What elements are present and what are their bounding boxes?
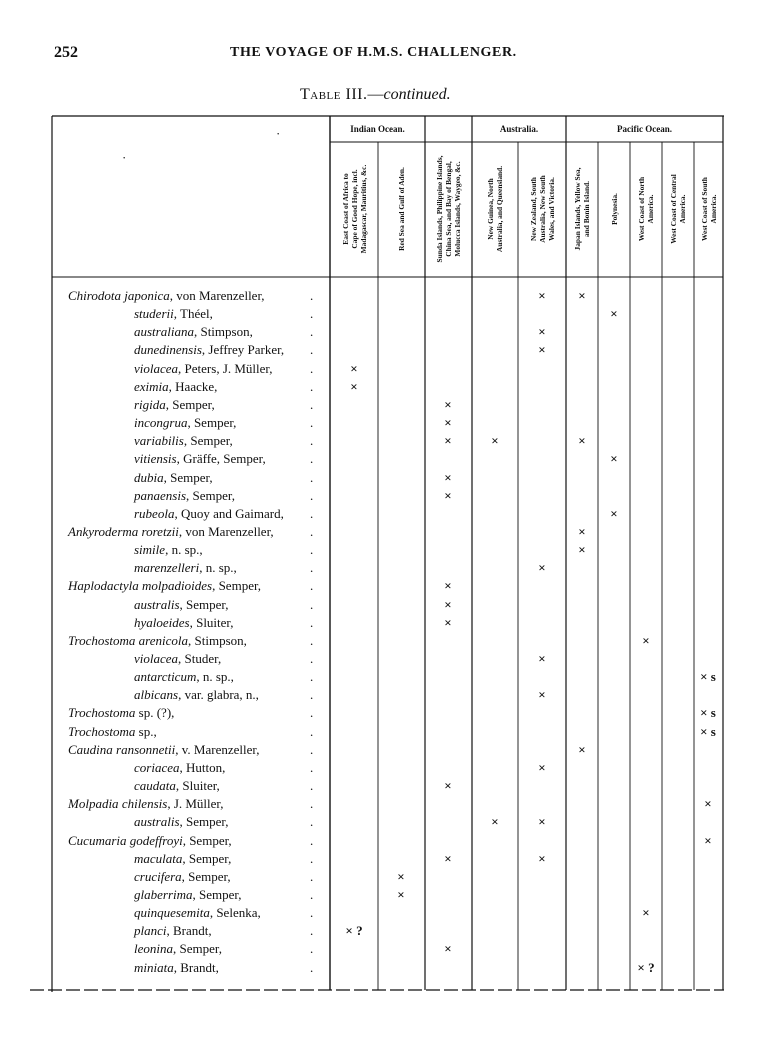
leader-dot: .	[310, 578, 314, 594]
species-name	[134, 886, 241, 904]
species-name	[134, 396, 215, 414]
species: vitiensis	[134, 451, 177, 467]
column-header-c5	[529, 146, 556, 272]
group-pacific-ocean: Pacific Ocean.	[617, 124, 672, 134]
genus: Caudina	[68, 741, 113, 757]
occurrence-mark-c5: ×	[538, 651, 546, 666]
occurrence-mark-c7: ×	[610, 306, 618, 322]
leader-dot: .	[310, 868, 314, 884]
authority: , Hutton,	[179, 759, 226, 775]
species-name	[68, 632, 247, 650]
column-header-line: West Coast of North	[637, 176, 646, 242]
species: marenzelleri	[134, 560, 200, 576]
authority: , Stimpson,	[188, 632, 247, 648]
species: studerii	[134, 306, 174, 322]
column-header-line: East Coast of Africa to	[340, 173, 350, 245]
occurrence-mark-c6: ×	[578, 741, 586, 757]
decorative-dot: ·	[122, 150, 127, 165]
authority: sp. (?),	[135, 705, 175, 721]
column-header-line: West Coast of Central	[669, 174, 678, 244]
occurrence-mark-c6: ×	[578, 542, 586, 558]
species: roretzii	[141, 523, 179, 539]
authority: , Semper,	[163, 469, 213, 485]
leader-dot: .	[310, 669, 314, 685]
species: antarcticum	[134, 669, 197, 685]
species-name	[134, 850, 231, 868]
genus: Ankyroderma	[68, 523, 139, 539]
species: coriacea	[134, 759, 180, 775]
table-row	[56, 650, 316, 668]
column-header-line: Polynesia.	[609, 193, 619, 225]
authority: , Brandt,	[166, 923, 212, 939]
table-row	[56, 523, 316, 541]
table-row	[56, 886, 316, 904]
species-name	[134, 559, 237, 577]
column-header-c4	[486, 146, 504, 272]
group-australia: Australia.	[499, 124, 539, 134]
authority: , Semper,	[181, 868, 231, 884]
species: quinquesemita	[134, 905, 210, 921]
group-indian-ocean: Indian Ocean.	[350, 124, 405, 134]
occurrence-mark-c6: ×	[578, 523, 586, 539]
occurrence-mark-c10: ×	[704, 832, 712, 848]
table-row	[56, 759, 316, 777]
occurrence-mark-c3: ×	[444, 850, 452, 866]
occurrence-mark-c3: ×	[444, 469, 452, 485]
table-row	[56, 632, 316, 650]
column-header-line: America.	[708, 194, 718, 224]
leader-dot: .	[310, 850, 314, 866]
species-name	[134, 668, 234, 686]
species: rubeola	[134, 505, 175, 521]
species: variabilis	[134, 433, 184, 449]
authority: , n. sp.,	[199, 560, 237, 576]
authority: sp.,	[135, 723, 157, 739]
occurrence-mark-c2: ×	[397, 886, 405, 902]
species: leonina	[134, 941, 173, 957]
occurrence-mark-c3: ×	[444, 778, 452, 794]
leader-dot: .	[310, 905, 314, 921]
table-row	[56, 922, 316, 940]
species: japonica	[124, 288, 170, 303]
occurrence-mark-c6: ×	[578, 288, 586, 303]
occurrence-mark-c5: ×	[538, 288, 546, 303]
occurrence-mark-c1: × ?	[345, 923, 363, 939]
species-name	[134, 777, 220, 795]
leader-dot: .	[310, 324, 314, 340]
species: simile	[134, 542, 166, 558]
column-header-line: Molucca Islands, Waygeo, &c.	[453, 161, 462, 257]
table-row	[56, 505, 316, 523]
species: dunedinensis	[134, 342, 202, 358]
table-row	[56, 432, 316, 450]
species-name	[134, 450, 266, 468]
authority: , Sluiter,	[189, 614, 234, 630]
leader-dot: .	[310, 378, 314, 394]
occurrence-mark-c5: ×	[538, 687, 546, 703]
occurrence-mark-c5: ×	[538, 324, 546, 340]
species: hyaloeides	[134, 614, 190, 630]
column-header-line: New Zealand, South	[528, 177, 538, 241]
species-name	[68, 795, 223, 813]
species: glaberrima	[134, 886, 193, 902]
species-name	[68, 287, 265, 305]
table-row	[56, 596, 316, 614]
table-row	[56, 668, 316, 686]
leader-dot: .	[310, 632, 314, 648]
column-header-c7	[610, 146, 619, 272]
occurrence-mark-c4: ×	[491, 433, 499, 449]
authority: , n. sp.,	[196, 669, 234, 685]
species: incongrua	[134, 415, 188, 431]
column-header-line: Australia, and Queensland.	[495, 165, 504, 253]
species: planci	[134, 923, 167, 939]
table-row	[56, 396, 316, 414]
column-header-line: West Coast of South	[699, 177, 709, 241]
leader-dot: .	[310, 560, 314, 576]
leader-dot: .	[310, 360, 314, 376]
leader-dot: .	[310, 433, 314, 449]
table-row	[56, 813, 316, 831]
authority: , Semper,	[182, 832, 232, 848]
authority: , Semper,	[187, 415, 237, 431]
leader-dot: .	[310, 523, 314, 539]
column-header-line: Japan Islands, Yellow Sea,	[573, 167, 582, 251]
genus: Trochostoma	[68, 705, 136, 721]
table-row	[56, 614, 316, 632]
leader-dot: .	[310, 923, 314, 939]
occurrence-mark-c2: ×	[397, 868, 405, 884]
table-row	[56, 850, 316, 868]
occurrence-mark-c3: ×	[444, 396, 452, 412]
occurrence-mark-c8: ×	[642, 632, 650, 648]
leader-dot: .	[310, 814, 314, 830]
authority: , v. Marenzeller,	[175, 741, 260, 757]
authority: , n. sp.,	[165, 542, 203, 558]
authority: , Semper,	[179, 814, 229, 830]
occurrence-mark-c7: ×	[610, 505, 618, 521]
occurrence-mark-c3: ×	[444, 941, 452, 957]
table-row	[56, 469, 316, 487]
species-name	[134, 922, 212, 940]
table-row	[56, 868, 316, 886]
species-name	[134, 940, 222, 958]
species-name	[134, 904, 261, 922]
authority: , Studer,	[178, 651, 222, 666]
authority: , Semper,	[192, 886, 242, 902]
occurrence-mark-c6: ×	[578, 433, 586, 449]
species-name	[134, 686, 259, 704]
leader-dot: .	[310, 505, 314, 521]
leader-dot: .	[310, 396, 314, 412]
species-name	[134, 868, 231, 886]
leader-dot: .	[310, 687, 314, 703]
species: caudata	[134, 778, 176, 794]
species: australis	[134, 814, 180, 830]
leader-dot: .	[310, 723, 314, 739]
leader-dot: .	[310, 342, 314, 358]
species: violacea	[134, 360, 179, 376]
occurrence-mark-c3: ×	[444, 614, 452, 630]
species: australis	[134, 596, 180, 612]
leader-dot: .	[310, 542, 314, 558]
table-row	[56, 487, 316, 505]
leader-dot: .	[310, 759, 314, 775]
occurrence-mark-c10: × s	[700, 705, 716, 721]
table-row	[56, 414, 316, 432]
species-name	[134, 759, 225, 777]
table-row	[56, 323, 316, 341]
leader-dot: .	[310, 741, 314, 757]
species-name	[134, 487, 235, 505]
species-name	[134, 414, 236, 432]
leader-dot: .	[310, 959, 314, 975]
species-name	[134, 305, 213, 323]
authority: , Semper,	[182, 850, 232, 866]
species-name	[134, 505, 284, 523]
column-header-line: Australia, New South	[537, 175, 547, 243]
species-name	[134, 360, 273, 378]
authority: , Semper,	[179, 596, 229, 612]
leader-dot: .	[310, 487, 314, 503]
leader-dot: .	[310, 886, 314, 902]
species-name	[68, 832, 232, 850]
authority: , Jeffrey Parker,	[201, 342, 285, 358]
species-name	[134, 813, 228, 831]
occurrence-mark-c4: ×	[491, 814, 499, 830]
occurrence-mark-c5: ×	[538, 759, 546, 775]
table-row	[56, 577, 316, 595]
species: rigida	[134, 396, 166, 412]
occurrence-mark-c1: ×	[350, 360, 358, 376]
occurrence-mark-c5: ×	[538, 850, 546, 866]
leader-dot: .	[310, 778, 314, 794]
authority: , Théel,	[173, 306, 213, 322]
species-name	[134, 341, 284, 359]
table-row	[56, 287, 316, 305]
table-row	[56, 305, 316, 323]
authority: , Selenka,	[209, 905, 261, 921]
genus: Haplodactyla	[68, 578, 139, 594]
table-row	[56, 686, 316, 704]
species: arenicola	[138, 632, 189, 648]
species: eximia	[134, 378, 169, 394]
table-row	[56, 904, 316, 922]
species-name	[68, 704, 174, 722]
table-row	[56, 704, 316, 722]
species: miniata	[134, 959, 174, 975]
species: violacea	[134, 651, 179, 666]
column-header-c9	[669, 146, 687, 272]
running-title: THE VOYAGE OF H.M.S. CHALLENGER.	[230, 45, 517, 60]
species-name	[134, 323, 253, 341]
table-row	[56, 795, 316, 813]
occurrence-mark-c10: × s	[700, 723, 716, 739]
occurrence-mark-c7: ×	[610, 451, 618, 467]
species: albicans	[134, 687, 179, 703]
table-row	[56, 832, 316, 850]
genus: Trochostoma	[68, 723, 136, 739]
genus: Chirodota	[68, 288, 121, 303]
column-header-line: America.	[678, 194, 687, 224]
column-header-line: and Bonin Island.	[582, 180, 591, 238]
column-header-c6	[573, 146, 591, 272]
species-name	[68, 723, 157, 741]
occurrence-mark-c1: ×	[350, 378, 358, 394]
column-header-c8	[637, 146, 655, 272]
species-name	[134, 432, 233, 450]
species: godeffroyi	[129, 832, 183, 848]
authority: , Brandt,	[173, 959, 219, 975]
authority: , Semper,	[183, 433, 233, 449]
occurrence-mark-c3: ×	[444, 487, 452, 503]
authority: , var. glabra, n.,	[178, 687, 259, 703]
column-header-line: Sunda Islands, Philippine Islands,	[435, 155, 444, 263]
species-name	[134, 541, 203, 559]
occurrence-mark-c10: ×	[704, 796, 712, 812]
species-name	[134, 469, 213, 487]
authority: , Semper,	[173, 941, 222, 957]
column-header-c3	[435, 146, 462, 272]
species-name	[134, 650, 221, 668]
genus: Trochostoma	[68, 632, 136, 648]
species-name	[134, 378, 217, 396]
leader-dot: .	[310, 796, 314, 812]
page-number: 252	[54, 44, 78, 61]
species: australiana	[134, 324, 194, 340]
occurrence-mark-c3: ×	[444, 596, 452, 612]
column-header-line: Cape of Good Hope, incl.	[349, 169, 359, 249]
column-header-c1	[341, 146, 368, 272]
table-row	[56, 741, 316, 759]
column-header-line: New Guinea, North	[486, 178, 495, 240]
authority: , Gräffe, Semper,	[176, 451, 266, 467]
occurrence-mark-c3: ×	[444, 578, 452, 594]
occurrence-mark-c3: ×	[444, 415, 452, 431]
authority: , J. Müller,	[167, 796, 224, 812]
species-name	[68, 523, 274, 541]
leader-dot: .	[310, 941, 314, 957]
species: panaensis	[134, 487, 186, 503]
leader-dot: .	[310, 705, 314, 721]
species: chilensis	[121, 796, 168, 812]
species-name	[134, 959, 219, 977]
occurrence-mark-c5: ×	[538, 560, 546, 576]
species: ransonnetii	[116, 741, 176, 757]
leader-dot: .	[310, 651, 314, 666]
column-header-line: America.	[646, 194, 655, 224]
column-header-line: Madagascar, Mauritius, &c.	[358, 164, 368, 254]
table-row	[56, 378, 316, 396]
table-row	[56, 940, 316, 958]
column-header-line: China Sea, and Bay of Bengal,	[444, 161, 453, 257]
leader-dot: .	[310, 596, 314, 612]
column-header-c10	[700, 146, 718, 272]
leader-dot: .	[310, 614, 314, 630]
authority: , von Marenzeller,	[169, 288, 265, 303]
table-row	[56, 341, 316, 359]
leader-dot: .	[310, 451, 314, 467]
column-header-line: Red Sea and Gulf of Aden.	[397, 167, 406, 251]
authority: , Quoy and Gaimard,	[174, 505, 284, 521]
leader-dot: .	[310, 306, 314, 322]
species: molpadioides	[142, 578, 213, 594]
table-title-sep: —	[367, 86, 384, 103]
authority: , Semper,	[186, 487, 235, 503]
leader-dot: .	[310, 469, 314, 485]
authority: , Peters, J. Müller,	[178, 360, 273, 376]
column-header-c2	[397, 146, 406, 272]
occurrence-mark-c10: × s	[700, 669, 716, 685]
leader-dot: .	[310, 288, 314, 303]
table-row	[56, 959, 316, 977]
authority: , Haacke,	[168, 378, 218, 394]
table-row	[56, 777, 316, 795]
authority: , Sluiter,	[175, 778, 220, 794]
species-name	[68, 577, 261, 595]
occurrence-mark-c3: ×	[444, 433, 452, 449]
leader-dot: .	[310, 415, 314, 431]
table-row	[56, 450, 316, 468]
species: maculata	[134, 850, 183, 866]
table-row	[56, 723, 316, 741]
occurrence-mark-c8: × ?	[637, 959, 655, 975]
genus: Cucumaria	[68, 832, 127, 848]
table-title-main: Table III.	[300, 86, 368, 103]
occurrence-mark-c5: ×	[538, 342, 546, 358]
authority: , Stimpson,	[193, 324, 253, 340]
column-header-line: Wales, and Victoria.	[546, 177, 556, 241]
leader-dot: .	[310, 832, 314, 848]
authority: , Semper,	[212, 578, 262, 594]
authority: , von Marenzeller,	[178, 523, 274, 539]
species-name	[68, 741, 259, 759]
species: crucifera	[134, 868, 182, 884]
table-title-cont: continued.	[383, 86, 451, 103]
species-name	[134, 596, 228, 614]
table-row	[56, 559, 316, 577]
species-name	[134, 614, 234, 632]
occurrence-mark-c8: ×	[642, 905, 650, 921]
table-row	[56, 360, 316, 378]
decorative-dot: ·	[276, 126, 281, 141]
genus: Molpadia	[68, 796, 119, 812]
authority: , Semper,	[165, 396, 215, 412]
species: dubia	[134, 469, 164, 485]
occurrence-mark-c5: ×	[538, 814, 546, 830]
table-row	[56, 541, 316, 559]
